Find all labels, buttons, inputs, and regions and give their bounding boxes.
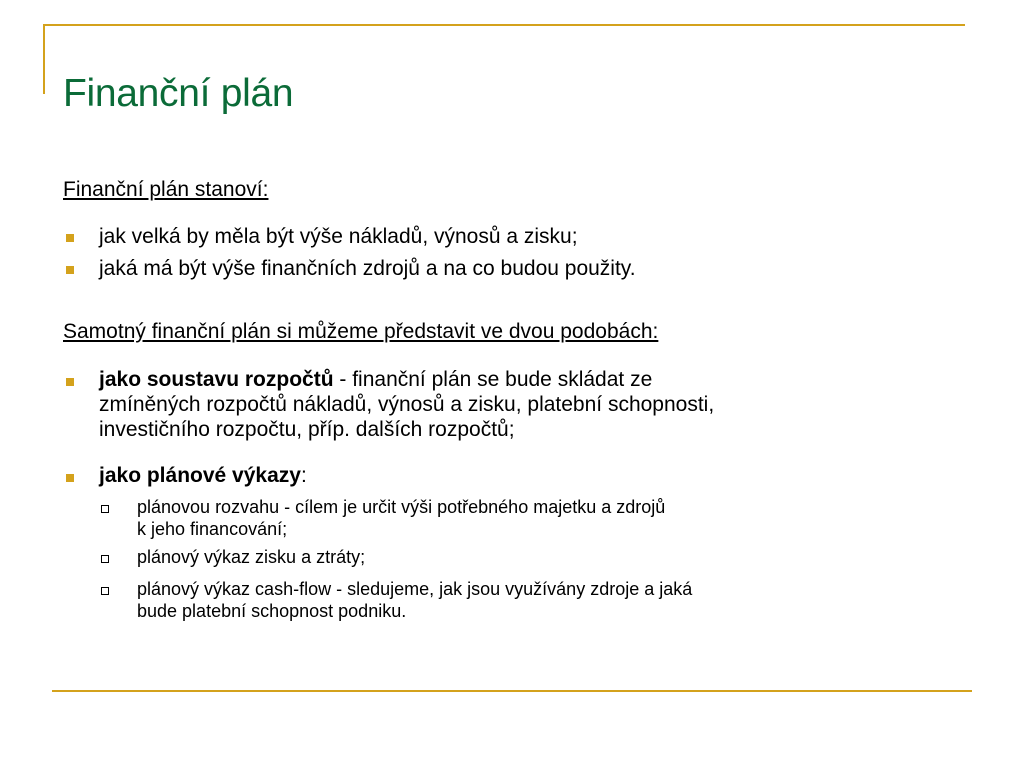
top-divider: [43, 24, 965, 26]
section1-bullet-1: jak velká by měla být výše nákladů, výnosů a zisku;: [99, 225, 578, 248]
subitem-1-line1: plánovou rozvahu - cílem je určit výši potřebného majetku a zdrojů: [137, 497, 666, 517]
item1-rest-text: - finanční plán se bude skládat ze: [333, 368, 653, 391]
subitem-3-line1: plánový výkaz cash-flow - sledujeme, jak jsou využívány zdroje a jaká: [137, 579, 693, 599]
left-divider: [43, 24, 45, 94]
slide-title: Finanční plán: [63, 72, 294, 115]
section1-bullet-2: jaká má být výše finančních zdrojů a na co budou použity.: [99, 257, 636, 280]
hollow-square-bullet-icon: [101, 587, 109, 595]
item1-bold-label: jako soustavu rozpočtů: [99, 368, 334, 391]
item2-suffix: :: [300, 464, 307, 487]
section2-heading: Samotný finanční plán si můžeme představit ve dvou podobách:: [63, 320, 659, 343]
bottom-divider: [52, 690, 972, 692]
section2-item1-line2: zmíněných rozpočtů nákladů, výnosů a zisku, platební schopnosti,: [99, 393, 715, 416]
hollow-square-bullet-icon: [101, 555, 109, 563]
subitem-2-line1: plánový výkaz zisku a ztráty;: [137, 547, 366, 567]
section2-item1-line3: investičního rozpočtu, příp. dalších rozpočtů;: [99, 418, 515, 441]
section2-item2-line1: [99, 463, 307, 488]
bullet-square-icon: [66, 234, 74, 242]
hollow-square-bullet-icon: [101, 505, 109, 513]
section1-heading: Finanční plán stanoví:: [63, 178, 269, 201]
bullet-square-icon: [66, 474, 74, 482]
section2-item1-line1: [99, 367, 652, 392]
bullet-square-icon: [66, 378, 74, 386]
bullet-square-icon: [66, 266, 74, 274]
subitem-3-line2: bude platební schopnost podniku.: [137, 601, 407, 621]
subitem-1-line2: k jeho financování;: [137, 519, 288, 539]
item2-bold-label: jako plánové výkazy: [99, 464, 301, 487]
